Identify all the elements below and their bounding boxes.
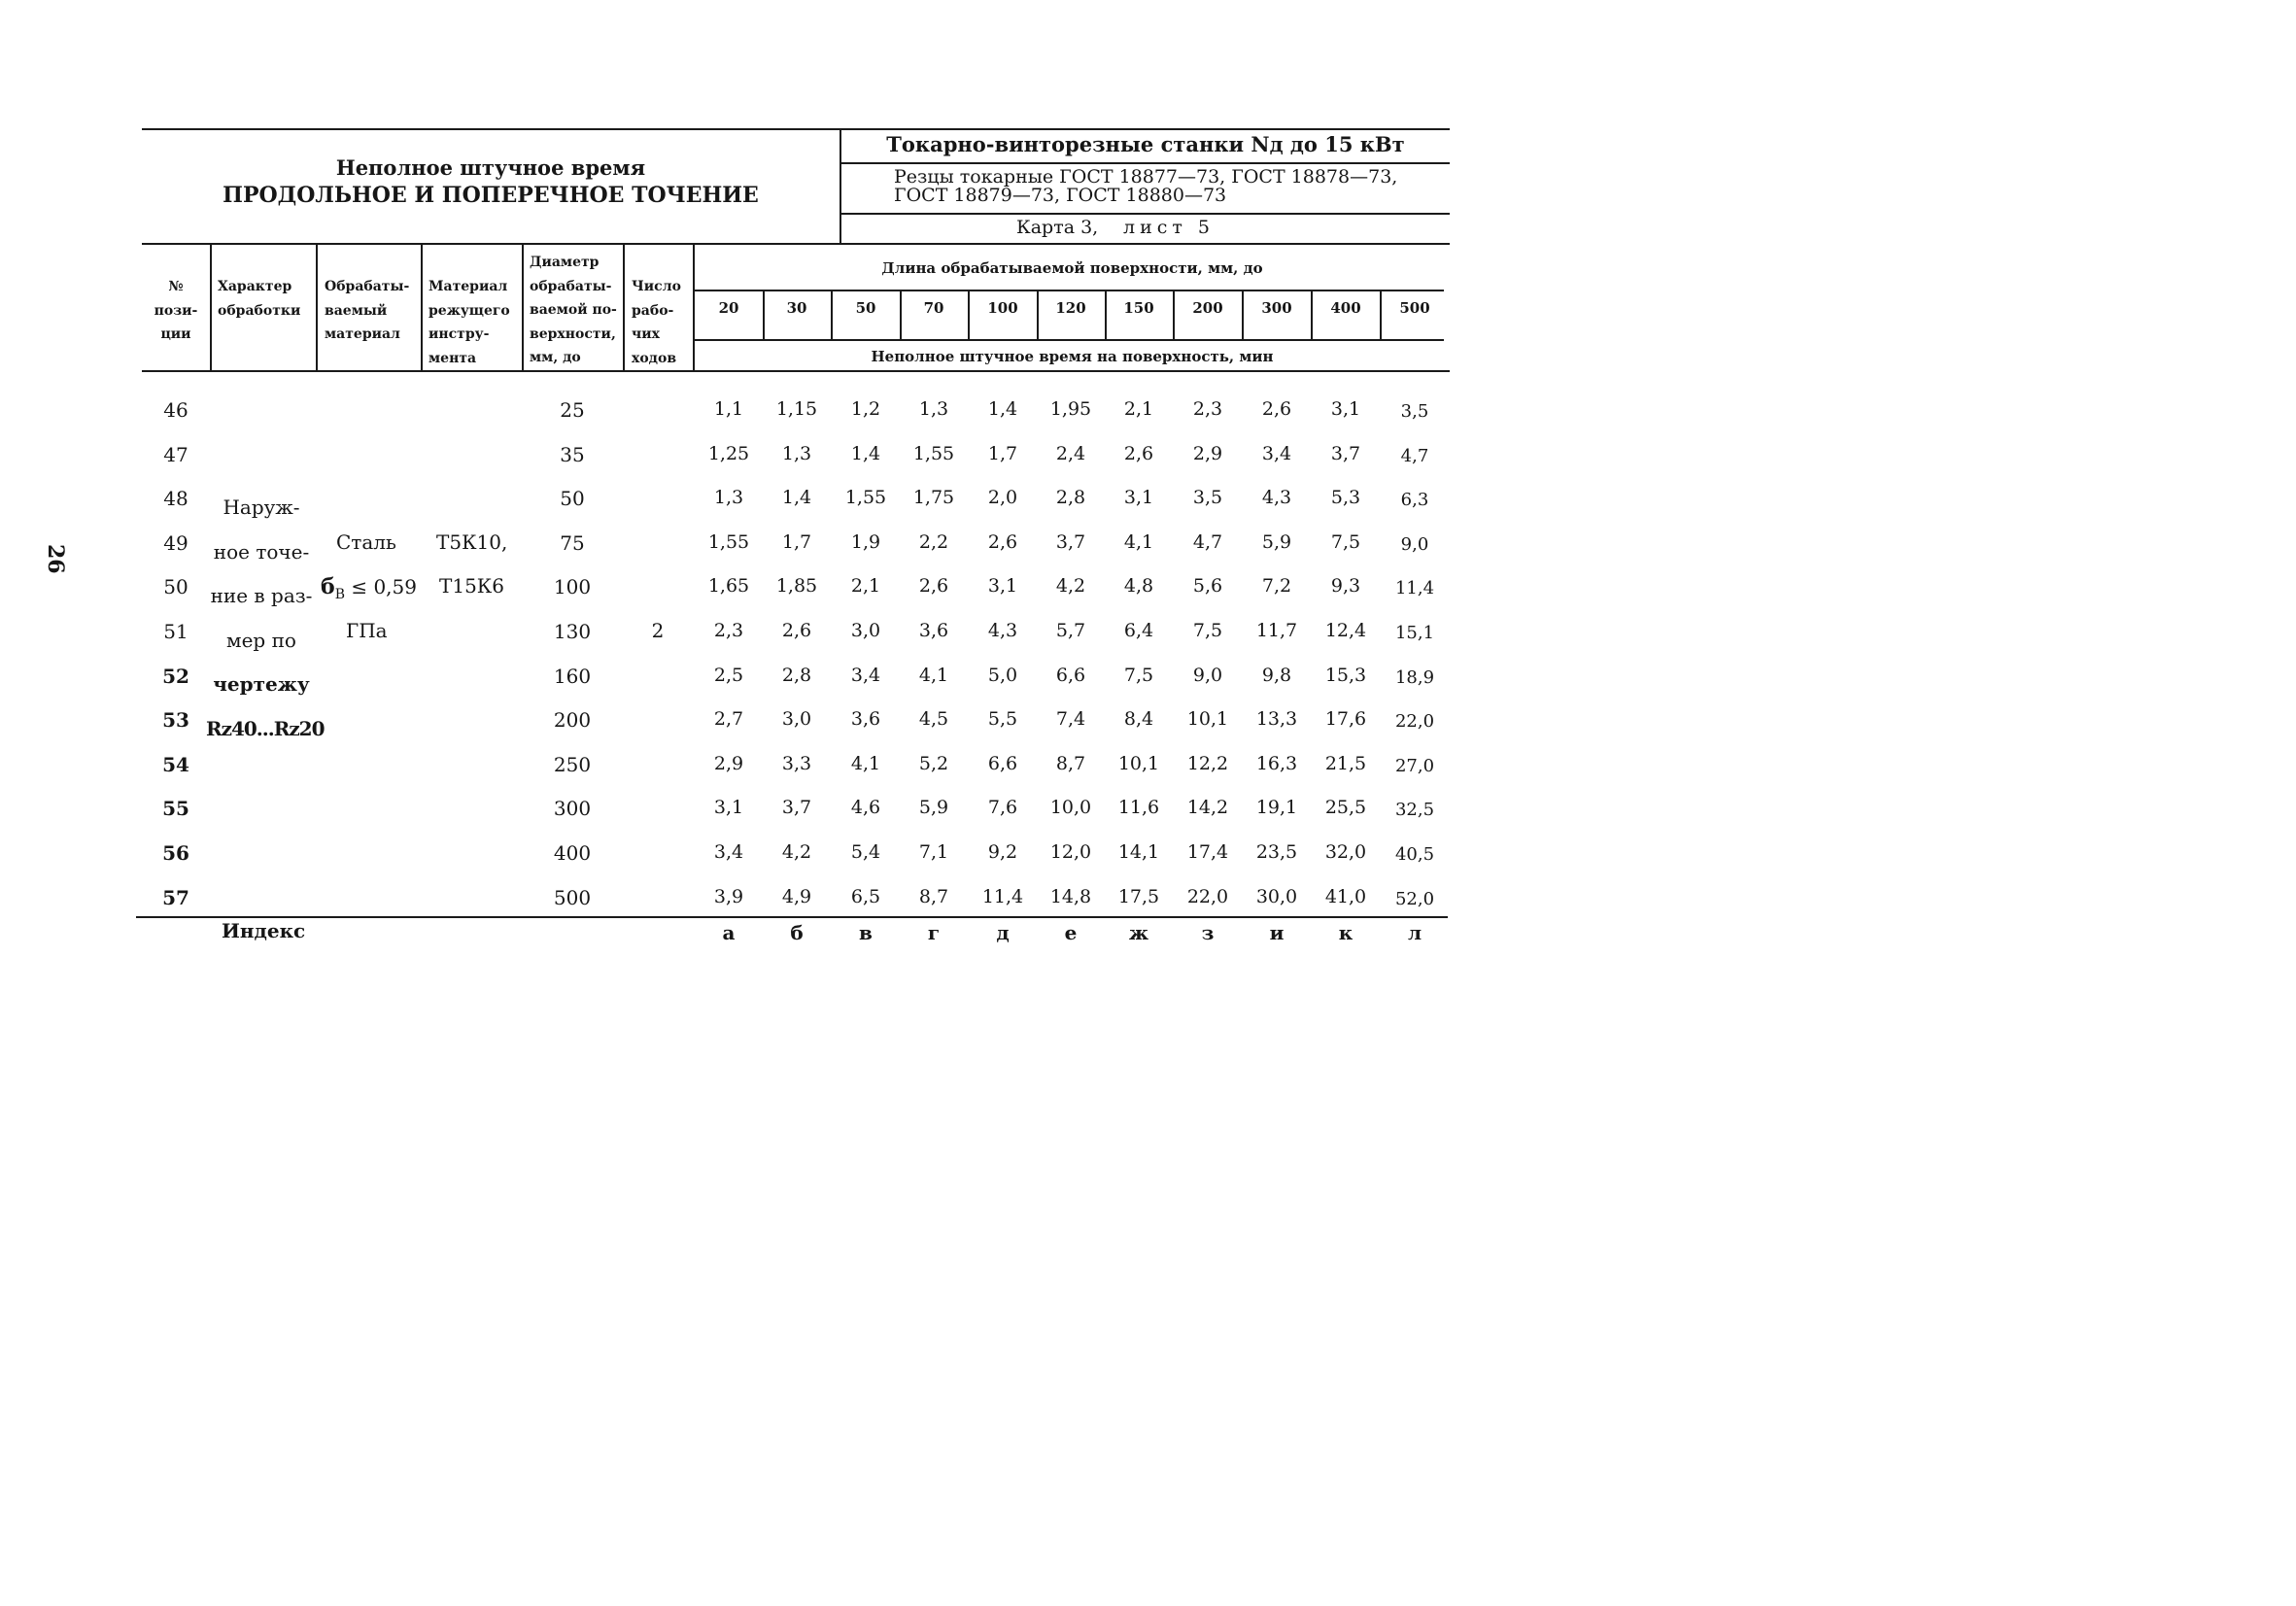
length-column-header: 50 <box>855 299 876 317</box>
row-diameter: 400 <box>553 841 592 865</box>
row-position: 56 <box>162 841 189 865</box>
time-value: 1,15 <box>775 398 818 420</box>
time-value: 19,1 <box>1255 797 1298 819</box>
length-bottom-rule <box>695 339 1444 341</box>
time-value: 18,9 <box>1394 666 1435 688</box>
time-value: 22,0 <box>1394 711 1435 733</box>
time-value: 8,4 <box>1123 708 1154 731</box>
row-diameter: 500 <box>553 885 592 909</box>
length-column-header: 400 <box>1330 299 1361 317</box>
machine-rule <box>841 162 1450 164</box>
time-value: 3,6 <box>850 708 881 731</box>
time-value: 7,5 <box>1330 530 1361 553</box>
row-position: 53 <box>162 708 189 733</box>
index-letter: а <box>722 921 736 944</box>
time-value: 1,3 <box>781 442 812 464</box>
time-value: 3,5 <box>1192 487 1223 509</box>
time-value: 7,6 <box>987 797 1018 819</box>
time-value: 5,9 <box>918 797 949 819</box>
time-value: 7,5 <box>1192 620 1223 641</box>
row-position: 55 <box>162 797 189 821</box>
time-value: 3,9 <box>713 885 744 907</box>
time-value: 2,8 <box>781 664 812 686</box>
work-type-text: Наруж- ное точе- ние в раз- мер по чертежу Rz40...Rz20 <box>206 495 325 740</box>
col-header-passes: Число рабо- чих ходов <box>632 279 681 366</box>
time-header: Неполное штучное время на поверхность, мин <box>871 348 1274 365</box>
time-value: 10,1 <box>1186 708 1229 731</box>
time-value: 3,4 <box>1261 442 1292 464</box>
time-value: 4,6 <box>850 797 881 819</box>
card-label: Карта 3, <box>1016 217 1099 238</box>
column-divider <box>623 244 625 370</box>
time-value: 2,3 <box>713 620 744 641</box>
time-value: 14,8 <box>1049 885 1092 907</box>
length-column-header: 150 <box>1123 299 1154 317</box>
time-value: 3,7 <box>781 797 812 819</box>
length-column-header: 120 <box>1055 299 1086 317</box>
time-value: 2,3 <box>1192 398 1223 420</box>
time-value: 7,2 <box>1261 575 1292 598</box>
time-value: 1,65 <box>707 575 750 598</box>
time-value: 3,1 <box>987 575 1018 598</box>
time-value: 3,4 <box>713 841 744 863</box>
time-value: 15,1 <box>1394 623 1435 643</box>
header-top-rule <box>142 243 1450 245</box>
passes-value: 2 <box>651 619 665 642</box>
tool-material-1: Т5К10, <box>436 530 508 554</box>
time-value: 2,6 <box>987 530 1018 553</box>
row-diameter: 200 <box>553 708 592 733</box>
row-position: 48 <box>163 487 188 511</box>
time-value: 21,5 <box>1324 752 1367 774</box>
row-diameter: 250 <box>553 752 592 776</box>
time-value: 32,5 <box>1394 800 1435 821</box>
time-value: 6,6 <box>1055 664 1086 686</box>
time-value: 7,4 <box>1055 708 1086 731</box>
time-value: 5,4 <box>850 841 881 863</box>
time-value: 1,55 <box>912 442 955 464</box>
length-top-rule <box>695 290 1444 291</box>
time-value: 10,0 <box>1049 797 1092 819</box>
page-title: ПРОДОЛЬНОЕ И ПОПЕРЕЧНОЕ ТОЧЕНИЕ <box>223 183 759 208</box>
time-value: 5,2 <box>918 752 949 774</box>
col-header-work-type: Характер обработки <box>218 279 301 319</box>
time-value: 2,4 <box>1055 442 1086 464</box>
time-value: 2,6 <box>1261 398 1292 420</box>
time-value: 3,0 <box>850 620 881 641</box>
row-position: 46 <box>163 398 188 422</box>
time-value: 3,1 <box>1330 398 1361 420</box>
time-value: 3,5 <box>1400 401 1429 422</box>
time-value: 11,4 <box>981 885 1024 907</box>
index-letter: л <box>1407 921 1422 944</box>
time-value: 25,5 <box>1324 797 1367 819</box>
tools-line-2: ГОСТ 18879—73, ГОСТ 18880—73 <box>894 185 1227 206</box>
time-value: 3,6 <box>918 620 949 641</box>
time-value: 4,8 <box>1123 575 1154 598</box>
time-value: 1,95 <box>1049 398 1092 420</box>
time-value: 2,6 <box>1123 442 1154 464</box>
time-value: 2,1 <box>1123 398 1154 420</box>
tool-material-2: Т15К6 <box>439 574 504 598</box>
time-value: 52,0 <box>1394 888 1435 909</box>
time-value: 32,0 <box>1324 841 1367 863</box>
time-value: 6,3 <box>1400 490 1429 511</box>
tools-line-1: Резцы токарные ГОСТ 18877—73, ГОСТ 18878—73, <box>894 166 1398 188</box>
row-position: 51 <box>163 620 188 643</box>
time-value: 3,7 <box>1330 442 1361 464</box>
time-value: 1,25 <box>707 442 750 464</box>
time-value: 5,3 <box>1330 487 1361 509</box>
column-divider <box>316 244 318 370</box>
length-column-header: 200 <box>1192 299 1223 317</box>
time-value: 13,3 <box>1255 708 1298 731</box>
time-value: 4,1 <box>850 752 881 774</box>
time-value: 1,7 <box>781 530 812 553</box>
time-value: 6,6 <box>987 752 1018 774</box>
time-value: 4,1 <box>918 664 949 686</box>
time-value: 14,2 <box>1186 797 1229 819</box>
time-value: 40,5 <box>1394 844 1435 865</box>
row-diameter: 100 <box>553 575 592 599</box>
length-column-header: 30 <box>786 299 807 317</box>
column-divider <box>421 244 423 370</box>
row-diameter: 300 <box>553 797 592 821</box>
time-value: 8,7 <box>1055 752 1086 774</box>
time-value: 2,9 <box>1192 442 1223 464</box>
index-letter: ж <box>1128 921 1149 944</box>
time-value: 7,5 <box>1123 664 1154 686</box>
index-letter: б <box>790 921 804 944</box>
row-diameter: 75 <box>560 530 585 555</box>
time-value: 17,5 <box>1117 885 1160 907</box>
length-column-header: 300 <box>1261 299 1292 317</box>
length-column-header: 70 <box>923 299 944 317</box>
time-value: 4,1 <box>1123 530 1154 553</box>
time-value: 9,2 <box>987 841 1018 863</box>
row-diameter: 50 <box>560 487 585 511</box>
table-bottom-rule <box>136 916 1448 918</box>
time-value: 6,5 <box>850 885 881 907</box>
row-position: 50 <box>163 575 188 599</box>
index-letter: г <box>927 921 941 944</box>
time-value: 1,1 <box>713 398 744 420</box>
col-header-tool-material: Материал режущего инстру- мента <box>428 279 510 366</box>
time-value: 5,5 <box>987 708 1018 731</box>
index-letter: д <box>996 921 1010 944</box>
index-letter: в <box>859 921 873 944</box>
index-letter: к <box>1338 921 1354 944</box>
time-value: 2,2 <box>918 530 949 553</box>
row-position: 54 <box>162 752 189 776</box>
time-value: 3,7 <box>1055 530 1086 553</box>
time-value: 2,9 <box>713 752 744 774</box>
col-header-position: № пози- ции <box>154 279 198 342</box>
machine-title: Токарно-винторезные станки Nд до 15 кВт <box>886 132 1405 156</box>
time-value: 3,3 <box>781 752 812 774</box>
work-material-unit: ГПа <box>346 619 388 642</box>
time-value: 4,2 <box>781 841 812 863</box>
row-diameter: 35 <box>560 442 585 466</box>
length-column-header: 20 <box>718 299 739 317</box>
time-value: 2,0 <box>987 487 1018 509</box>
row-position: 52 <box>162 664 189 688</box>
time-value: 16,3 <box>1255 752 1298 774</box>
time-value: 15,3 <box>1324 664 1367 686</box>
time-value: 3,1 <box>1123 487 1154 509</box>
top-rule <box>142 128 1450 130</box>
row-diameter: 130 <box>553 620 592 643</box>
time-value: 17,4 <box>1186 841 1229 863</box>
time-value: 11,7 <box>1255 620 1298 641</box>
time-value: 41,0 <box>1324 885 1367 907</box>
time-value: 1,3 <box>713 487 744 509</box>
index-letter: и <box>1269 921 1285 944</box>
col-header-work-material: Обрабаты- ваемый материал <box>325 279 410 342</box>
time-value: 7,1 <box>918 841 949 863</box>
time-value: 1,4 <box>781 487 812 509</box>
time-value: 9,3 <box>1330 575 1361 598</box>
time-value: 4,3 <box>1261 487 1292 509</box>
page-number: 26 <box>43 544 68 574</box>
time-value: 23,5 <box>1255 841 1298 863</box>
time-value: 9,0 <box>1400 533 1429 555</box>
time-value: 1,85 <box>775 575 818 598</box>
time-value: 30,0 <box>1255 885 1298 907</box>
length-header: Длина обрабатываемой поверхности, мм, до <box>881 259 1263 277</box>
row-position: 47 <box>163 442 188 466</box>
time-value: 11,6 <box>1117 797 1160 819</box>
time-value: 1,55 <box>707 530 750 553</box>
header-subtitle: Неполное штучное время <box>335 155 646 180</box>
time-value: 11,4 <box>1394 578 1435 599</box>
work-material-steel: Сталь <box>336 530 396 554</box>
index-letter: з <box>1201 921 1215 944</box>
time-value: 6,4 <box>1123 620 1154 641</box>
time-value: 2,7 <box>713 708 744 731</box>
time-value: 5,6 <box>1192 575 1223 598</box>
time-value: 1,55 <box>844 487 887 509</box>
row-position: 57 <box>162 885 189 909</box>
row-position: 49 <box>163 530 188 555</box>
row-diameter: 25 <box>560 398 585 422</box>
time-value: 1,7 <box>987 442 1018 464</box>
time-value: 10,1 <box>1117 752 1160 774</box>
time-value: 1,3 <box>918 398 949 420</box>
time-value: 4,9 <box>781 885 812 907</box>
column-divider <box>522 244 524 370</box>
time-value: 3,1 <box>713 797 744 819</box>
time-value: 27,0 <box>1394 755 1435 776</box>
time-value: 2,6 <box>781 620 812 641</box>
time-value: 4,3 <box>987 620 1018 641</box>
length-column-header: 100 <box>987 299 1018 317</box>
sheet-label: лист 5 <box>1123 217 1216 238</box>
time-value: 4,2 <box>1055 575 1086 598</box>
time-value: 5,0 <box>987 664 1018 686</box>
time-value: 12,4 <box>1324 620 1367 641</box>
tools-rule <box>841 213 1450 215</box>
time-value: 5,9 <box>1261 530 1292 553</box>
time-value: 5,7 <box>1055 620 1086 641</box>
work-material-strength: $б_В \le 0,59$ <box>321 574 417 602</box>
index-letter: е <box>1064 921 1078 944</box>
time-value: 14,1 <box>1117 841 1160 863</box>
time-value: 8,7 <box>918 885 949 907</box>
row-diameter: 160 <box>553 664 592 688</box>
time-value: 1,75 <box>912 487 955 509</box>
time-value: 1,4 <box>987 398 1018 420</box>
time-value: 1,4 <box>850 442 881 464</box>
time-value: 17,6 <box>1324 708 1367 731</box>
header-bottom-rule <box>142 370 1450 372</box>
time-value: 9,8 <box>1261 664 1292 686</box>
time-value: 2,5 <box>713 664 744 686</box>
time-value: 12,2 <box>1186 752 1229 774</box>
time-value: 1,2 <box>850 398 881 420</box>
time-value: 2,8 <box>1055 487 1086 509</box>
time-value: 4,7 <box>1192 530 1223 553</box>
col-header-diameter: Диаметр обрабаты- ваемой по- верхности, мм, до <box>530 255 617 365</box>
time-value: 2,1 <box>850 575 881 598</box>
index-label: Индекс <box>222 919 306 942</box>
time-value: 12,0 <box>1049 841 1092 863</box>
time-value: 4,7 <box>1400 445 1429 466</box>
time-value: 1,9 <box>850 530 881 553</box>
length-column-header: 500 <box>1399 299 1430 317</box>
column-divider <box>210 244 212 370</box>
time-value: 9,0 <box>1192 664 1223 686</box>
time-value: 22,0 <box>1186 885 1229 907</box>
time-value: 3,0 <box>781 708 812 731</box>
time-value: 4,5 <box>918 708 949 731</box>
time-value: 2,6 <box>918 575 949 598</box>
time-value: 3,4 <box>850 664 881 686</box>
